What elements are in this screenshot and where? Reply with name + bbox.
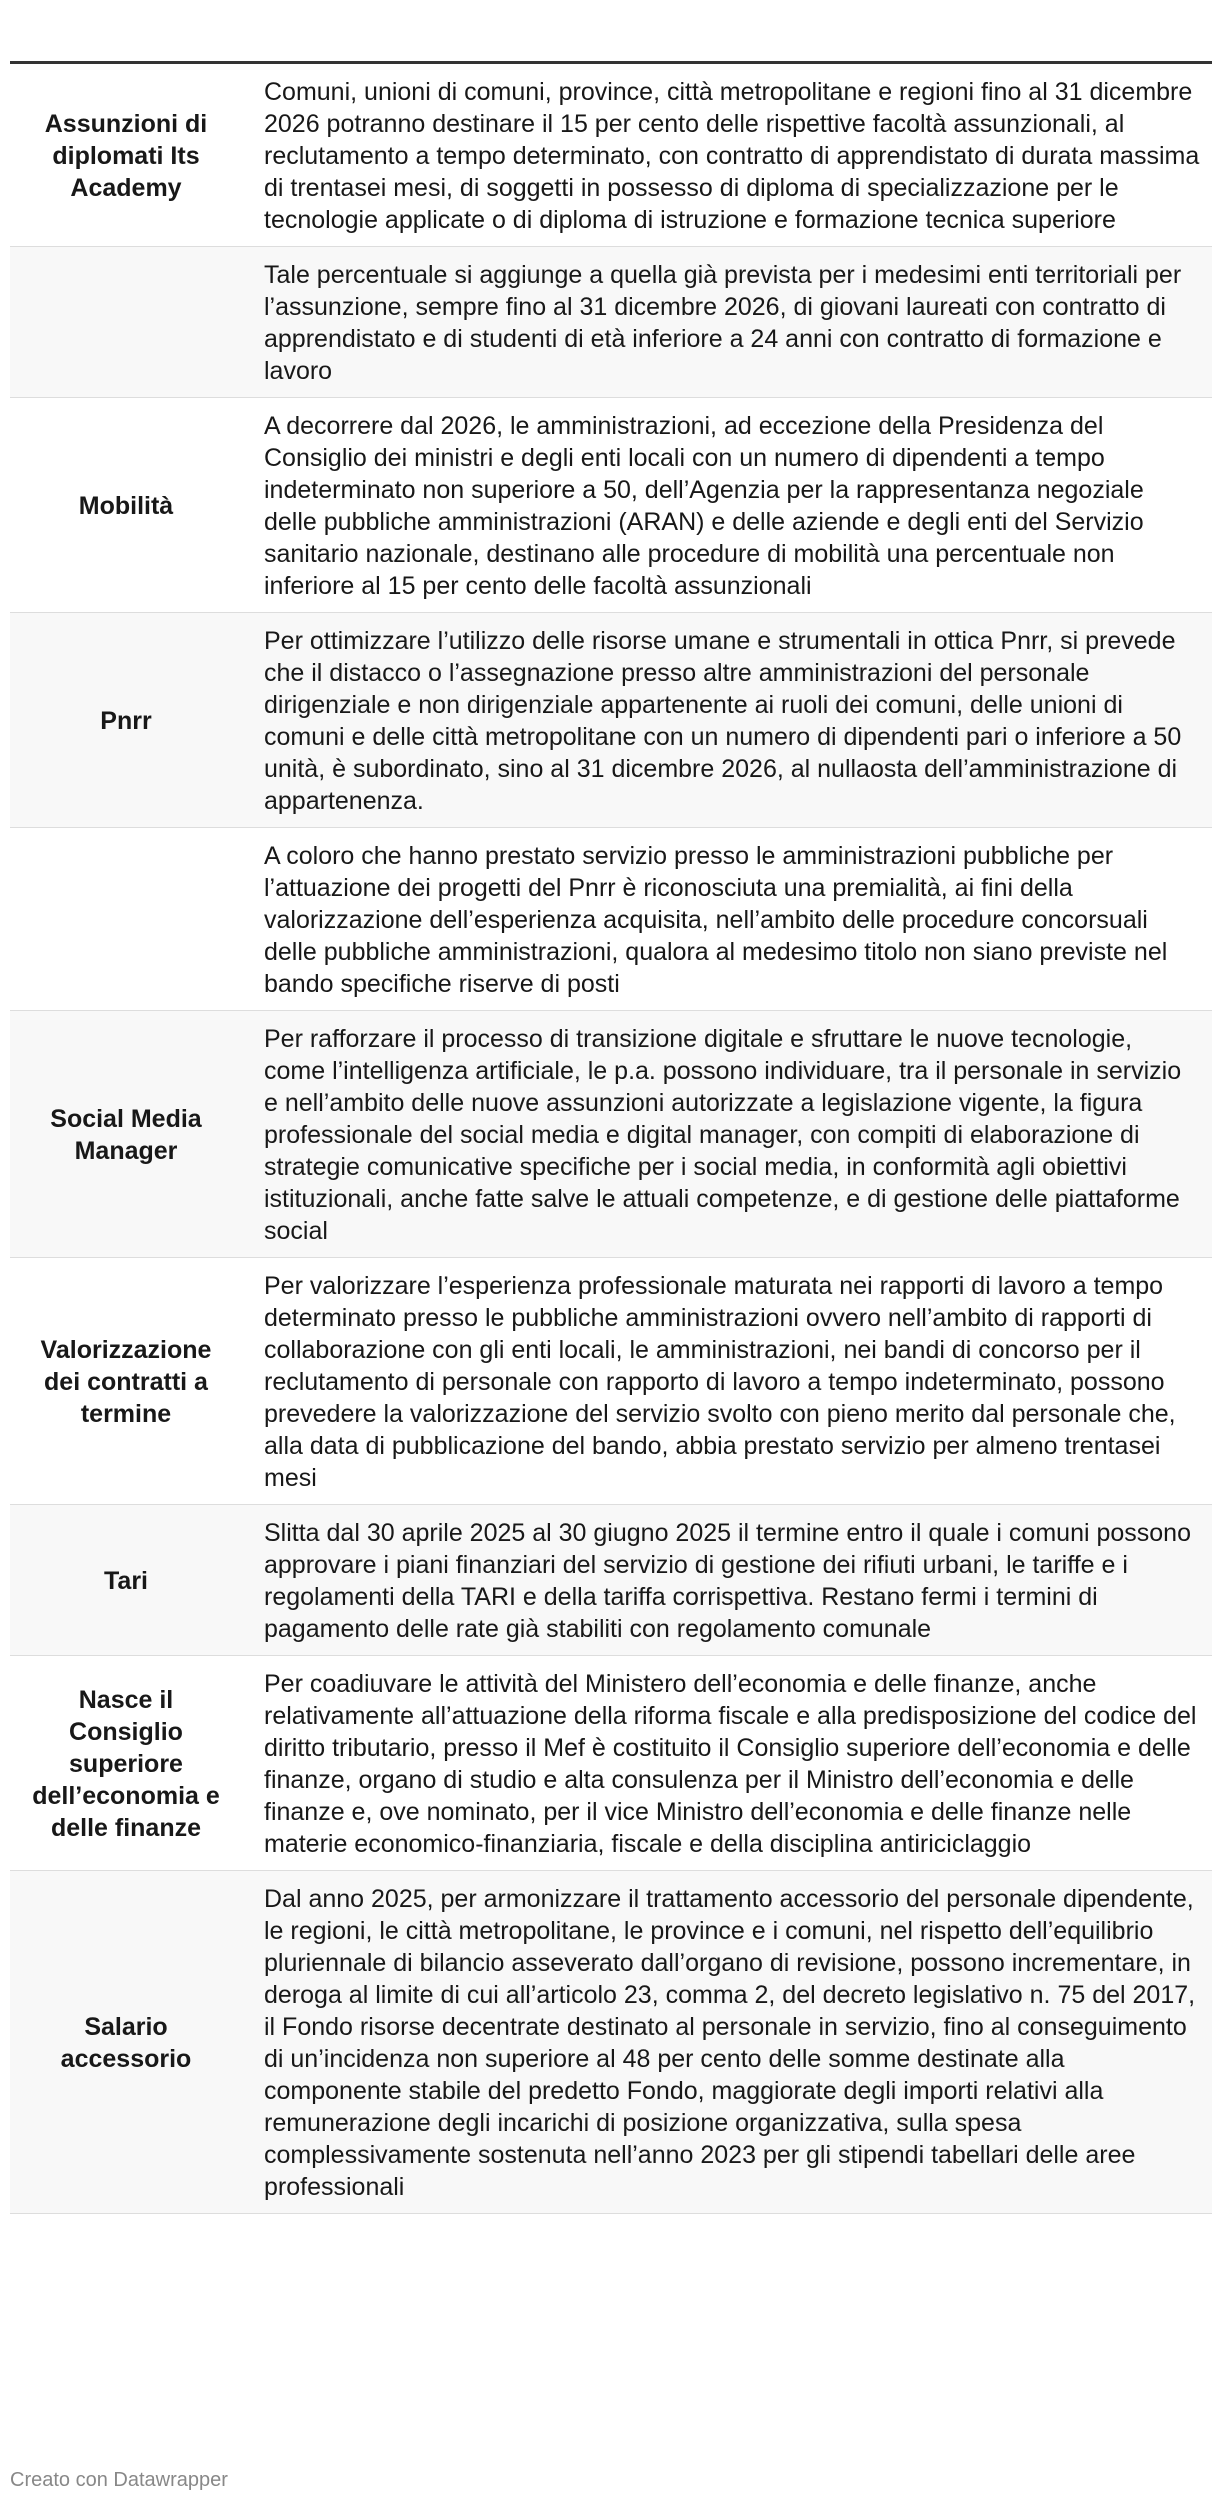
row-description: Dal anno 2025, per armonizzare il trattamento accessorio del personale dipendente, le regioni, le città metropolitane, le province e i comuni, nel rispetto dell’equilibrio pluriennale di bilancio asseverato dall’organo di revisione, possono incrementare, in deroga al limite di cui all’articolo 23, comma 2, del decreto legislativo n. 75 del 2017, il Fondo risorse decentrate destinato al personale in servizio, fino al conseguimento di un’incidenza non superiore al 48 per cento delle somme destinate alla componente stabile del predetto Fondo, maggiorate degli importi relativi alla remunerazione degli incarichi di posizione organizzativa, sulla spesa complessivamente sostenuta nell’anno 2023 per gli stipendi tabellari delle aree professionali [242,1871,1212,2214]
table-row [10,1871,1212,2214]
row-description: Per valorizzare l’esperienza professionale maturata nei rapporti di lavoro a tempo determinato presso le pubbliche amministrazioni ovvero nell’ambito di rapporti di collaborazione con gli enti locali, le amministrazioni, nei bandi di concorso per il reclutamento di personale con rapporto di lavoro a tempo indeterminato, possono prevedere la valorizzazione del servizio svolto con pieno merito dal personale che, alla data di pubblicazione del bando, abbia prestato servizio per almeno trentasei mesi [242,1258,1212,1505]
row-description: Per coadiuvare le attività del Ministero dell’economia e delle finanze, anche relativamente all’attuazione della riforma fiscale e alla predisposizione del codice del diritto tributario, presso il Mef è costituito il Consiglio superiore dell’economia e delle finanze, organo di studio e alta consulenza per il Ministro dell’economia e delle finanze e, ove nominato, per il vice Ministro dell’economia e delle finanze nelle materie economico-finanziaria, fiscale e della disciplina antiriciclaggio [242,1656,1212,1871]
row-description: Per rafforzare il processo di transizione digitale e sfruttare le nuove tecnologie, come l’intelligenza artificiale, le p.a. possono individuare, tra il personale in servizio e nell’ambito delle nuove assunzioni autorizzate a legislazione vigente, la figura professionale del social media e digital manager, con compiti di elaborazione di strategie comunicative specifiche per i social media, in conformità agli obiettivi istituzionali, anche fatte salve le attuali competenze, e di gestione delle piattaforme social [242,1011,1212,1258]
row-topic: Nasce il Consiglio superiore dell’economia e delle finanze [10,1656,242,1871]
row-description: A coloro che hanno prestato servizio presso le amministrazioni pubbliche per l’attuazione dei progetti del Pnrr è riconosciuta una premialità, ai fini della valorizzazione dell’esperienza acquisita, nell’ambito delle procedure concorsuali delle pubbliche amministrazioni, qualora al medesimo titolo non siano previste nel bando specifiche riserve di posti [242,828,1212,1011]
row-topic: Tari [10,1505,242,1656]
datawrapper-credit: Creato con Datawrapper [10,2469,228,2491]
table-row [10,1011,1212,1258]
row-topic: Social Media Manager [10,1011,242,1258]
row-description: Tale percentuale si aggiunge a quella già prevista per i medesimi enti territoriali per l’assunzione, sempre fino al 31 dicembre 2026, di giovani laureati con contratto di apprendistato e di studenti di età inferiore a 24 anni con contratto di formazione e lavoro [242,247,1212,398]
row-topic: Valorizzazione dei contratti a termine [10,1258,242,1505]
table-row [10,64,1212,247]
table-row [10,1656,1212,1871]
table-row [10,247,1212,398]
row-topic: Pnrr [10,613,242,828]
row-description: A decorrere dal 2026, le amministrazioni, ad eccezione della Presidenza del Consiglio dei ministri e degli enti locali con un numero di dipendenti a tempo indeterminato non superiore a 50, dell’Agenzia per la rappresentanza negoziale delle pubbliche amministrazioni (ARAN) e delle aziende e degli enti del Servizio sanitario nazionale, destinano alle procedure di mobilità una percentuale non inferiore al 15 per cento delle facoltà assunzionali [242,398,1212,613]
row-topic: Salario accessorio [10,1871,242,2214]
data-table [10,64,1212,2214]
row-description: Comuni, unioni di comuni, province, città metropolitane e regioni fino al 31 dicembre 2026 potranno destinare il 15 per cento delle rispettive facoltà assunzionali, al reclutamento a tempo determinato, con contratto di apprendistato di durata massima di trentasei mesi, di soggetti in possesso di diploma di specializzazione per le tecnologie applicate o di diploma di istruzione e formazione tecnica superiore [242,64,1212,247]
row-topic [10,247,242,398]
table-row [10,1258,1212,1505]
row-topic [10,828,242,1011]
table-row [10,828,1212,1011]
row-topic: Mobilità [10,398,242,613]
row-topic: Assunzioni di diplomati Its Academy [10,64,242,247]
row-description: Per ottimizzare l’utilizzo delle risorse umane e strumentali in ottica Pnrr, si prevede che il distacco o l’assegnazione presso altre amministrazioni del personale dirigenziale e non dirigenziale appartenente ai ruoli dei comuni, delle unioni di comuni e delle città metropolitane con un numero di dipendenti pari o inferiore a 50 unità, è subordinato, sino al 31 dicembre 2026, al nullaosta dell’amministrazione di appartenenza. [242,613,1212,828]
row-description: Slitta dal 30 aprile 2025 al 30 giugno 2025 il termine entro il quale i comuni possono approvare i piani finanziari del servizio di gestione dei rifiuti urbani, le tariffe e i regolamenti della TARI e della tariffa corrispettiva. Restano fermi i termini di pagamento delle rate già stabiliti con regolamento comunale [242,1505,1212,1656]
table-row [10,613,1212,828]
table-row [10,1505,1212,1656]
table-row [10,398,1212,613]
